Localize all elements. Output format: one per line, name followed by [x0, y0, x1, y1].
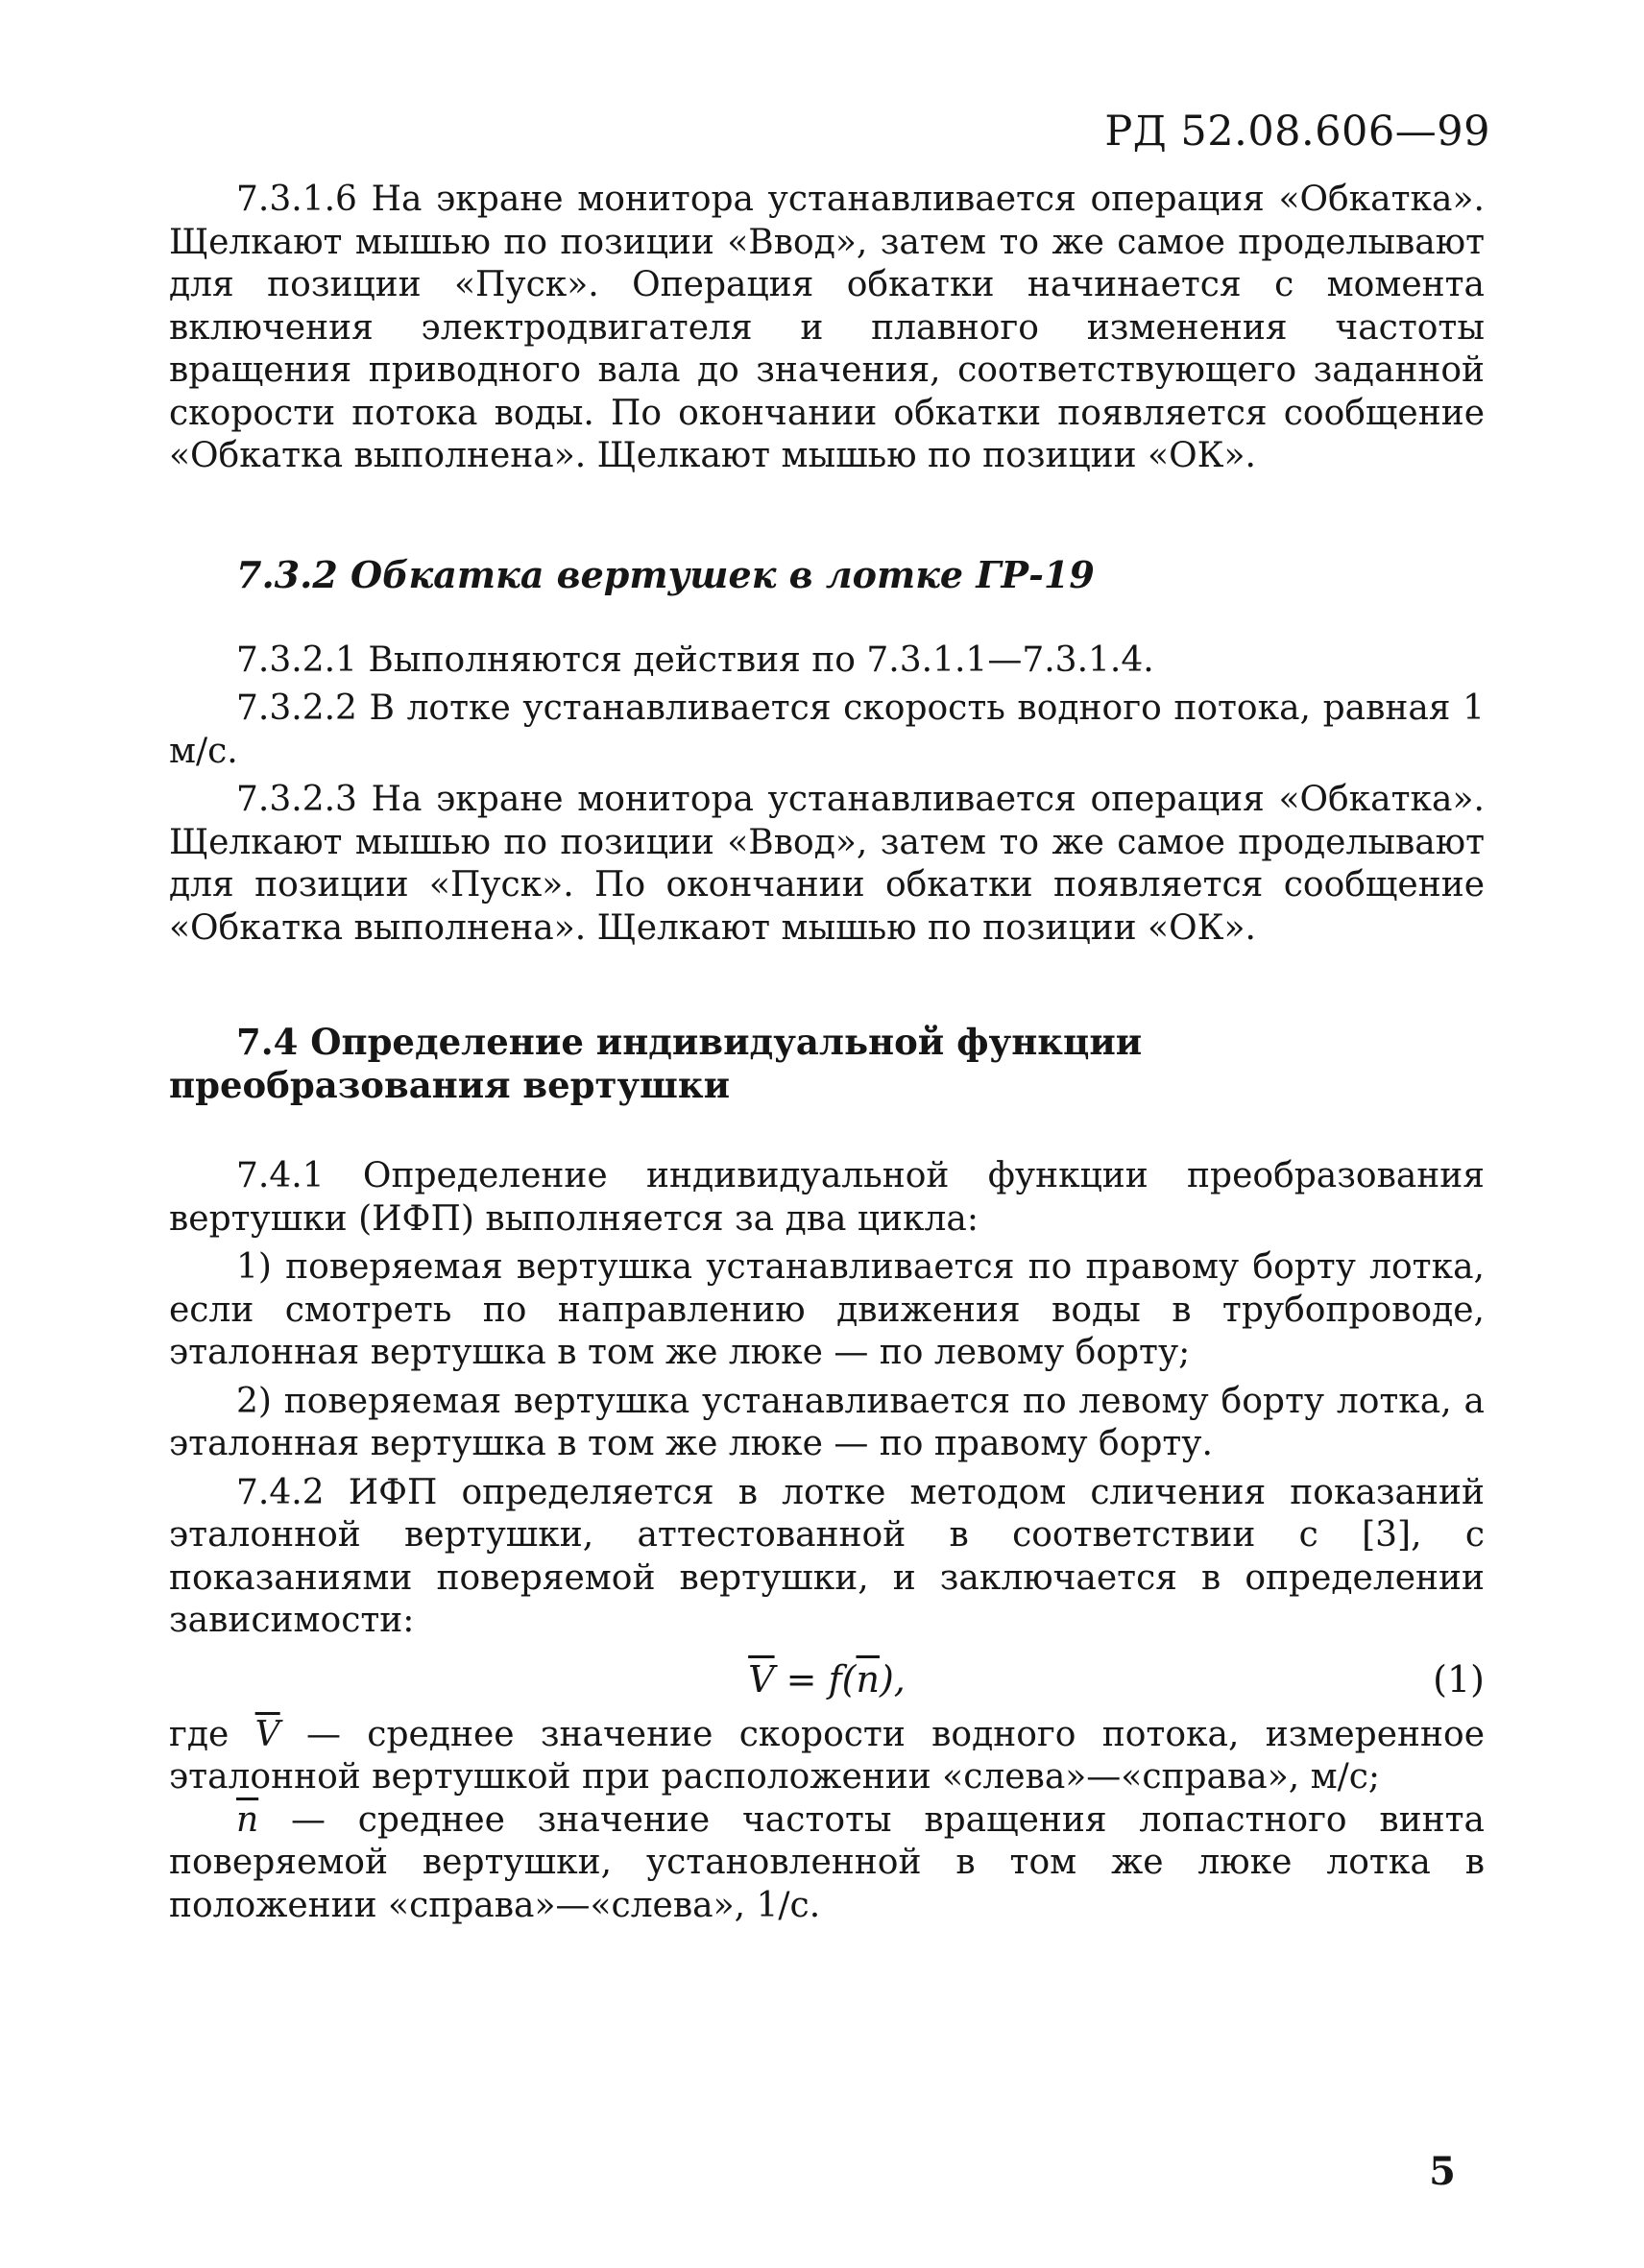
where-v-text: — среднее значение скорости водного потока, измеренное эталонной вертушкой при расположении «слева»—«справа», м/с; — [169, 1714, 1485, 1797]
formula — [169, 1651, 1485, 1708]
paragraph-7-4-1: 7.4.1 Определение индивидуальной функции преобразования вертушки (ИФП) выполняется за два цикла: — [169, 1156, 1485, 1239]
formula-equals: = f( — [774, 1657, 857, 1701]
formula-lhs: $\overline{V}$ — [748, 1657, 775, 1701]
list-item-2: 2) поверяемая вертушка устанавливается по левому борту лотка, а эталонная вертушка в том же люке — по правому борту. — [169, 1381, 1485, 1463]
section-heading-7-4: 7.4 Определение индивидуальной функции преобразования вертушки — [169, 1021, 1143, 1106]
paragraph-7-4-2: 7.4.2 ИФП определяется в лотке методом сличения показаний эталонной вертушки, аттестованной в соответствии с [3], с показаниями поверяемой вертушки, и заключается в определении зависимости: — [169, 1472, 1485, 1640]
symbol-v: $\overline{V}$ — [254, 1714, 280, 1754]
where-n-definition — [169, 1799, 1485, 1928]
document-header: РД 52.08.606—99 — [1104, 108, 1490, 156]
formula-arg: $\overline{n}$ — [856, 1657, 880, 1701]
paragraph-7-3-2-1: 7.3.2.1 Выполняются действия по 7.3.1.1—7.3.1.4. — [236, 639, 1154, 680]
paragraph-7-3-2-2: 7.3.2.2 В лотке устанавливается скорость водного потока, равная 1 м/с. — [169, 688, 1485, 771]
paragraph-7-3-1-6: 7.3.1.6 На экране монитора устанавливается операция «Обкатка». Щелкают мышью по позиции «Ввод», затем то же самое проделывают для позиции «Пуск». Операция обкатки начинается с момента включения электродвигателя и плавного изменения частоты вращения приводного вала до значения, соответствующего заданной скорости потока воды. По окончании обкатки появляется сообщение «Обкатка выполнена». Щелкают мышью по позиции «ОК». — [169, 180, 1485, 475]
subsection-heading-7-3-2: 7.3.2 Обкатка вертушек в лотке ГР-19 — [236, 552, 1095, 596]
symbol-n: $\overline{n}$ — [236, 1799, 259, 1840]
formula-number: (1) — [1433, 1657, 1485, 1701]
where-v-definition — [169, 1714, 1485, 1799]
where-prefix: где — [169, 1714, 255, 1754]
formula-close: ), — [879, 1657, 906, 1701]
paragraph-7-3-2-3: 7.3.2.3 На экране монитора устанавливается операция «Обкатка». Щелкают мышью по позиции «Ввод», затем то же самое проделывают для позиции «Пуск». По окончании обкатки появляется сообщение «Обкатка выполнена». Щелкают мышью по позиции «ОК». — [169, 780, 1485, 948]
where-n-text: — среднее значение частоты вращения лопастного винта поверяемой вертушки, установленной в том же люке лотка в положении «справа»—«слева», 1/с. — [169, 1799, 1485, 1925]
formula-row — [169, 1651, 1485, 1708]
list-item-1: 1) поверяемая вертушка устанавливается по правому борту лотка, если смотреть по направлению движения воды в трубопроводе, эталонная вертушка в том же люке — по левому борту; — [169, 1247, 1485, 1372]
page-number: 5 — [1429, 2149, 1456, 2194]
document-body — [169, 179, 1485, 1927]
